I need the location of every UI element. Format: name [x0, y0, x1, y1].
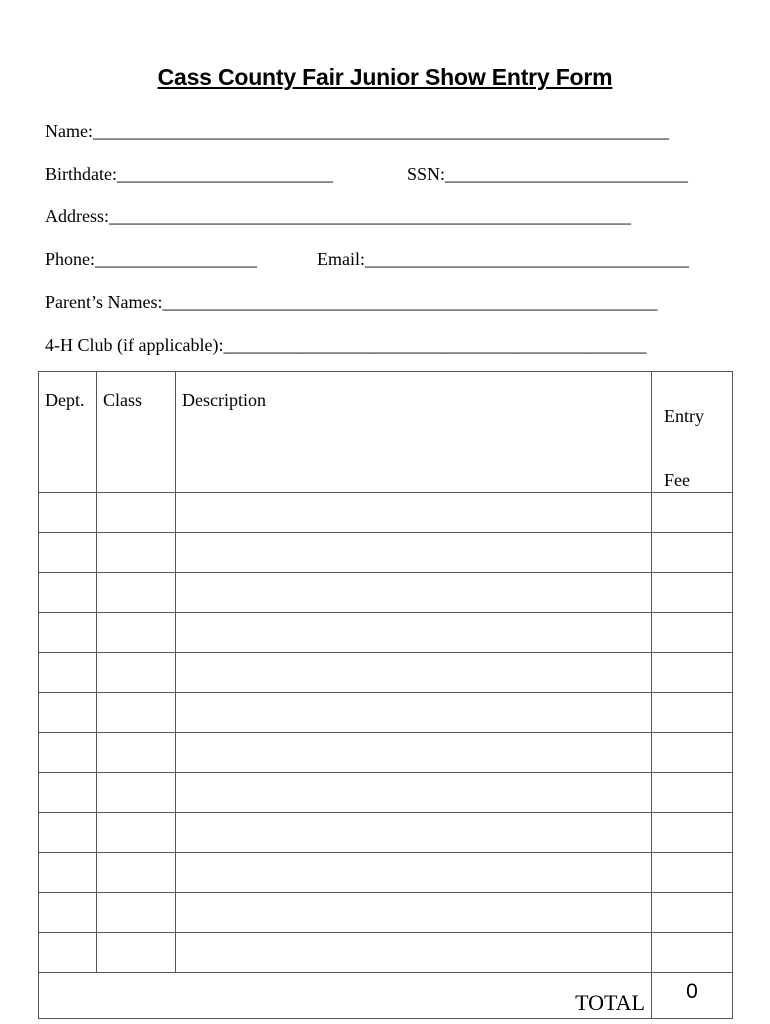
parents-names-field[interactable]: Parent’s Names:_______________________________________________________: [45, 292, 658, 312]
dept-cell[interactable]: [39, 573, 97, 613]
entry-fee-cell[interactable]: [652, 733, 733, 773]
description-cell[interactable]: [176, 853, 652, 893]
form-title: Cass County Fair Junior Show Entry Form: [157, 64, 613, 90]
entry-fee-cell[interactable]: [652, 773, 733, 813]
dept-cell[interactable]: [39, 493, 97, 533]
dept-header: Dept.: [39, 372, 97, 493]
table-row: [39, 733, 733, 773]
dept-cell[interactable]: [39, 773, 97, 813]
table-row: [39, 613, 733, 653]
dept-cell[interactable]: [39, 613, 97, 653]
dept-cell[interactable]: [39, 853, 97, 893]
class-cell[interactable]: [97, 533, 176, 573]
entry-fee-cell[interactable]: [652, 493, 733, 533]
entry-fee-cell[interactable]: [652, 653, 733, 693]
entries-table: [38, 371, 733, 1019]
description-cell[interactable]: [176, 573, 652, 613]
table-row: [39, 493, 733, 533]
entry-fee-cell[interactable]: [652, 613, 733, 653]
dept-cell[interactable]: [39, 933, 97, 973]
dept-cell[interactable]: [39, 533, 97, 573]
total-value: 0: [686, 979, 698, 1003]
description-cell[interactable]: [176, 533, 652, 573]
dept-cell[interactable]: [39, 893, 97, 933]
description-cell[interactable]: [176, 653, 652, 693]
total-label-cell: [39, 973, 652, 1019]
table-header-row: [39, 372, 733, 493]
description-cell[interactable]: [176, 733, 652, 773]
entry-fee-cell[interactable]: [652, 573, 733, 613]
class-header: Class: [97, 372, 176, 493]
birthdate-field[interactable]: Birthdate:________________________: [45, 164, 333, 184]
class-cell[interactable]: [97, 773, 176, 813]
class-cell[interactable]: [97, 653, 176, 693]
table-row: [39, 693, 733, 733]
entry-fee-cell[interactable]: [652, 693, 733, 733]
dept-cell[interactable]: [39, 693, 97, 733]
address-field[interactable]: Address:__________________________________________________________: [45, 206, 631, 226]
description-cell[interactable]: [176, 773, 652, 813]
table-row: [39, 653, 733, 693]
description-header: Description: [176, 372, 652, 493]
dept-cell[interactable]: [39, 813, 97, 853]
entry-fee-cell[interactable]: [652, 853, 733, 893]
description-cell[interactable]: [176, 613, 652, 653]
class-cell[interactable]: [97, 493, 176, 533]
name-field[interactable]: Name:________________________________________________________________: [45, 121, 669, 141]
entry-fee-cell[interactable]: [652, 533, 733, 573]
class-cell[interactable]: [97, 813, 176, 853]
table-row: [39, 773, 733, 813]
entry-fee-cell[interactable]: [652, 813, 733, 853]
ssn-field[interactable]: SSN:___________________________: [407, 164, 689, 184]
table-row: [39, 573, 733, 613]
entry-fee-cell[interactable]: [652, 933, 733, 973]
email-field[interactable]: Email:____________________________________: [317, 249, 689, 269]
class-cell[interactable]: [97, 893, 176, 933]
description-cell[interactable]: [176, 693, 652, 733]
dept-cell[interactable]: [39, 733, 97, 773]
table-row: [39, 533, 733, 573]
entry-fee-cell[interactable]: [652, 893, 733, 933]
class-cell[interactable]: [97, 573, 176, 613]
description-cell[interactable]: [176, 933, 652, 973]
description-cell[interactable]: [176, 493, 652, 533]
table-row: [39, 813, 733, 853]
class-cell[interactable]: [97, 693, 176, 733]
total-row: [39, 973, 733, 1019]
class-cell[interactable]: [97, 853, 176, 893]
table-row: [39, 933, 733, 973]
entry-fee-header: Entry Fee: [652, 372, 733, 493]
class-cell[interactable]: [97, 733, 176, 773]
class-cell[interactable]: [97, 933, 176, 973]
description-cell[interactable]: [176, 893, 652, 933]
phone-field[interactable]: Phone:__________________: [45, 249, 258, 269]
table-row: [39, 853, 733, 893]
dept-cell[interactable]: [39, 653, 97, 693]
total-label: TOTAL: [575, 990, 645, 1015]
description-cell[interactable]: [176, 813, 652, 853]
class-cell[interactable]: [97, 613, 176, 653]
table-row: [39, 893, 733, 933]
club-field[interactable]: 4-H Club (if applicable):_______________________________________________: [45, 335, 647, 355]
total-value-cell[interactable]: [652, 973, 733, 1019]
